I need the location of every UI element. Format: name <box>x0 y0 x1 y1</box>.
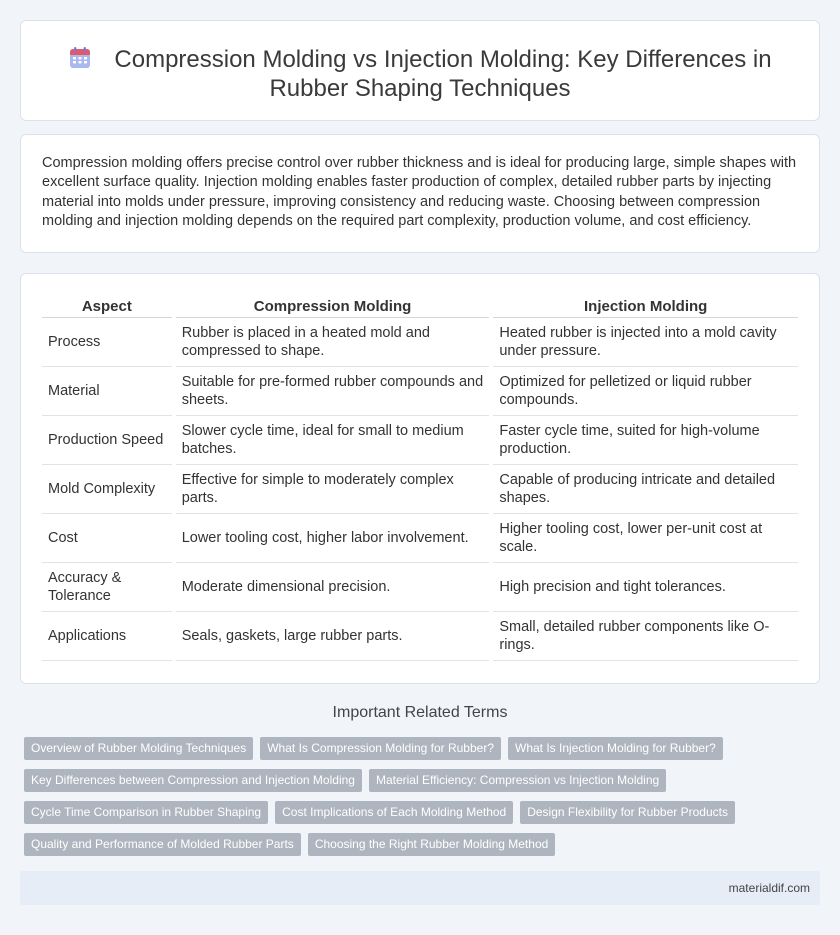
calendar-icon <box>68 46 92 70</box>
table-row <box>42 465 798 514</box>
related-term-tag[interactable]: Overview of Rubber Molding Techniques <box>24 737 253 760</box>
related-term-tag[interactable]: Design Flexibility for Rubber Products <box>520 801 735 824</box>
footer-site: materialdif.com <box>728 881 810 895</box>
cell-compression: Lower tooling cost, higher labor involvement. <box>176 514 490 563</box>
header-injection: Injection Molding <box>493 296 798 318</box>
cell-aspect: Material <box>42 367 172 416</box>
intro-paragraph: Compression molding offers precise control over rubber thickness and is ideal for producing large, simple shapes with excellent surface quality. Injection molding enables faster production of complex, detailed rubber parts by injecting material into molds under pressure, improving consistency and reducing waste. Choosing between compression molding and injection molding depends on the required part complexity, production volume, and cost efficiency. <box>42 155 797 229</box>
page-title-wrap <box>21 45 819 103</box>
cell-injection: Heated rubber is injected into a mold cavity under pressure. <box>493 318 798 367</box>
comparison-table <box>42 296 798 661</box>
cell-aspect: Process <box>42 318 172 367</box>
cell-compression: Suitable for pre-formed rubber compounds and sheets. <box>176 367 490 416</box>
table-row <box>42 416 798 465</box>
related-term-tag[interactable]: Material Efficiency: Compression vs Injection Molding <box>369 769 666 792</box>
cell-aspect: Cost <box>42 514 172 563</box>
header-compression: Compression Molding <box>176 296 490 318</box>
cell-compression: Seals, gaskets, large rubber parts. <box>176 612 490 661</box>
cell-injection: Faster cycle time, suited for high-volume production. <box>493 416 798 465</box>
cell-compression: Rubber is placed in a heated mold and compressed to shape. <box>176 318 490 367</box>
related-term-tag[interactable]: Choosing the Right Rubber Molding Method <box>308 833 555 856</box>
cell-injection: Small, detailed rubber components like O-rings. <box>493 612 798 661</box>
related-terms-title: Important Related Terms <box>332 704 508 721</box>
table-header-row <box>42 296 798 318</box>
footer-bar <box>20 871 820 905</box>
cell-compression: Moderate dimensional precision. <box>176 563 490 612</box>
header-card <box>20 20 820 121</box>
page-title: Compression Molding vs Injection Molding: Key Differences in Rubber Shaping Techniques <box>114 46 772 102</box>
cell-aspect: Applications <box>42 612 172 661</box>
related-term-tag[interactable]: Key Differences between Compression and Injection Molding <box>24 769 362 792</box>
related-term-tag[interactable]: What Is Compression Molding for Rubber? <box>260 737 501 760</box>
related-term-tag[interactable]: Cycle Time Comparison in Rubber Shaping <box>24 801 268 824</box>
cell-injection: Optimized for pelletized or liquid rubber compounds. <box>493 367 798 416</box>
header-aspect: Aspect <box>42 296 172 318</box>
cell-injection: High precision and tight tolerances. <box>493 563 798 612</box>
cell-injection: Higher tooling cost, lower per-unit cost at scale. <box>493 514 798 563</box>
cell-aspect: Production Speed <box>42 416 172 465</box>
related-term-tag[interactable]: Cost Implications of Each Molding Method <box>275 801 513 824</box>
table-row <box>42 367 798 416</box>
cell-compression: Effective for simple to moderately complex parts. <box>176 465 490 514</box>
cell-injection: Capable of producing intricate and detailed shapes. <box>493 465 798 514</box>
table-row <box>42 563 798 612</box>
related-terms-list <box>24 737 764 856</box>
intro-card <box>20 134 820 253</box>
related-term-tag[interactable]: What Is Injection Molding for Rubber? <box>508 737 723 760</box>
table-row <box>42 318 798 367</box>
cell-compression: Slower cycle time, ideal for small to medium batches. <box>176 416 490 465</box>
table-row <box>42 514 798 563</box>
cell-aspect: Accuracy & Tolerance <box>42 563 172 612</box>
related-term-tag[interactable]: Quality and Performance of Molded Rubber Parts <box>24 833 301 856</box>
cell-aspect: Mold Complexity <box>42 465 172 514</box>
comparison-card <box>20 273 820 684</box>
table-row <box>42 612 798 661</box>
